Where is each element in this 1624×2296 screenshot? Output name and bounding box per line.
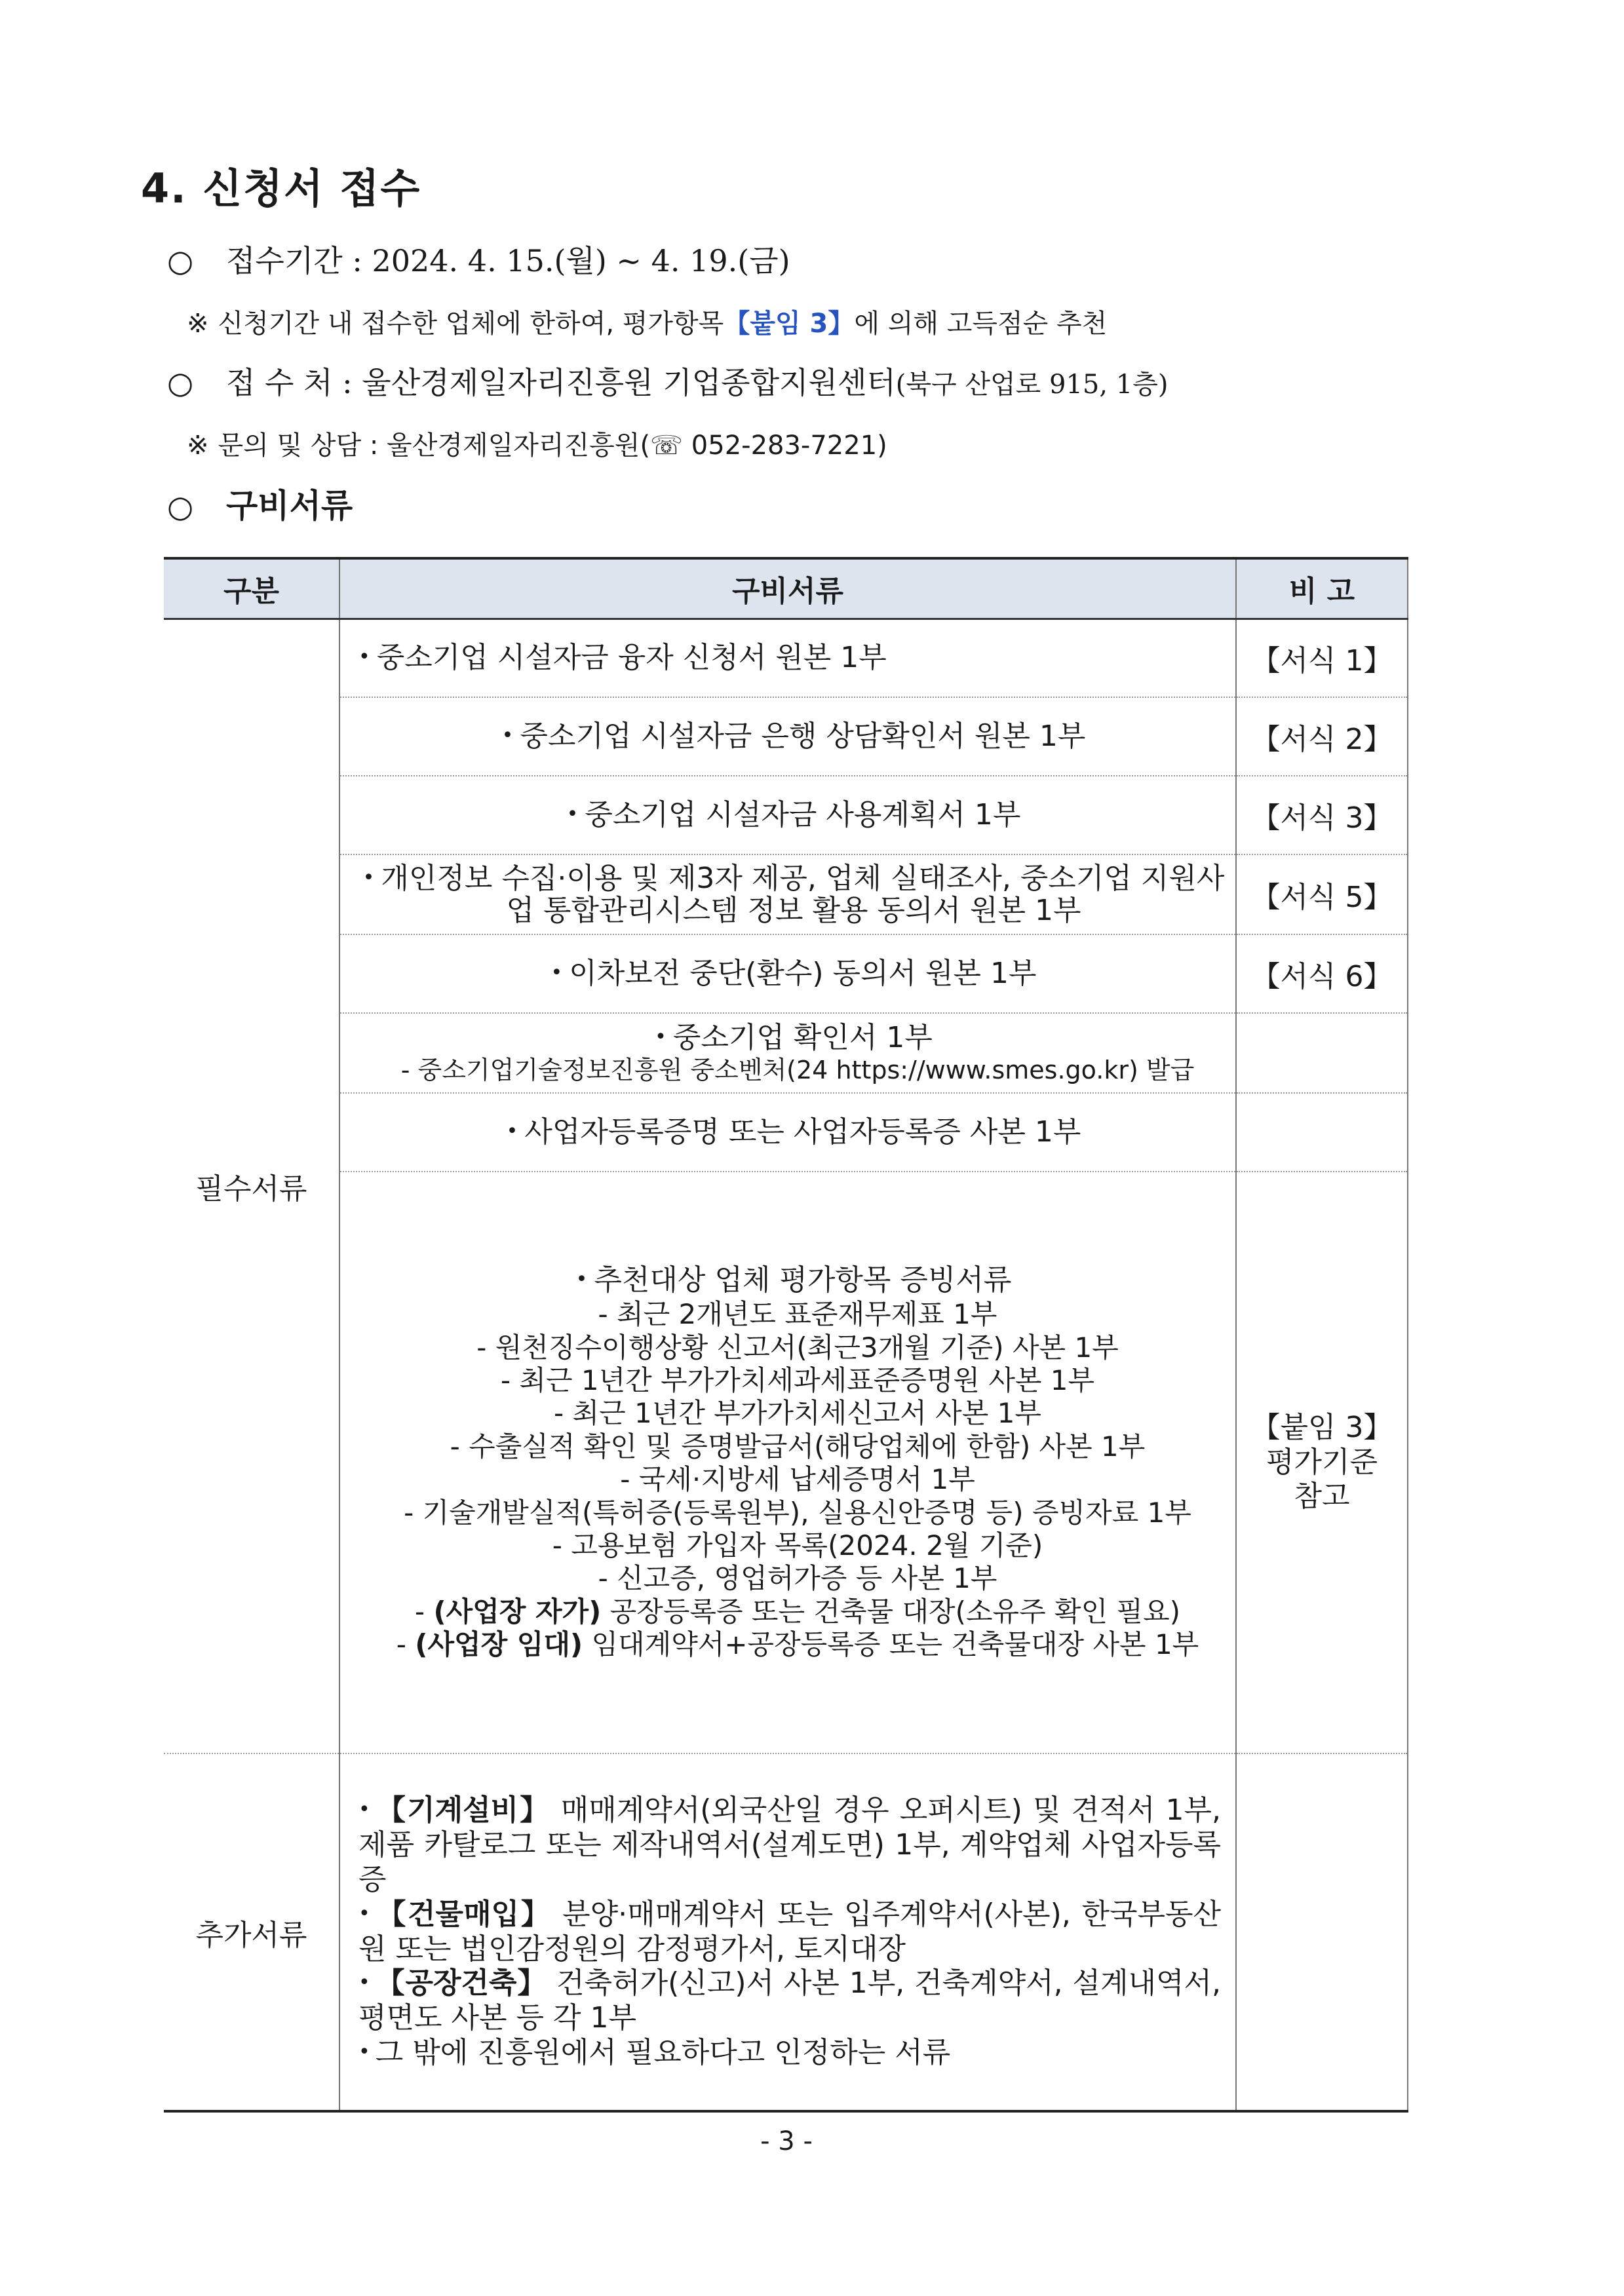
note-cell [1236, 1753, 1408, 2111]
period-line [167, 237, 790, 280]
period-note-pre: 신청기간 내 접수한 업체에 한하여, 평가항목 [218, 309, 724, 339]
reference-mark-icon: ※ [187, 309, 209, 339]
reference-mark-icon: ※ [187, 430, 209, 461]
period-text: 접수기간 : 2024. 4. 15.(월) ~ 4. 19.(금) [226, 243, 790, 278]
note-cell: 【서식 1】 [1236, 619, 1408, 697]
office-text: 접 수 처 : 울산경제일자리진흥원 기업종합지원센터 [226, 365, 896, 400]
period-note-post: 에 의해 고득점순 추천 [854, 309, 1108, 339]
header-documents: 구비서류 [339, 558, 1236, 619]
period-note [187, 303, 1107, 340]
table-row [164, 1013, 1408, 1093]
doc-cell: • 중소기업 시설자금 융자 신청서 원본 1부 [339, 619, 1236, 697]
header-remarks: 비 고 [1236, 558, 1408, 619]
table-row [164, 1093, 1408, 1172]
docs-heading: 구비서류 [226, 487, 353, 525]
office-address: (북구 산업로 915, 1층) [895, 370, 1169, 400]
section-title: 4. 신청서 접수 [141, 164, 421, 212]
doc-cell: • 중소기업 확인서 1부 - 중소기업기술정보진흥원 중소벤처(24 https://www.smes.go.kr) 발급 [339, 1013, 1236, 1093]
table-row [164, 934, 1408, 1013]
header-category: 구분 [164, 558, 339, 619]
table-row [164, 697, 1408, 776]
table-row [164, 854, 1408, 934]
required-documents-table [164, 557, 1408, 2113]
page-number: - 3 - [760, 2126, 813, 2156]
note-cell: 【서식 6】 [1236, 934, 1408, 1013]
doc-cell: • 중소기업 시설자금 은행 상담확인서 원본 1부 [339, 697, 1236, 776]
doc-cell: • 이차보전 중단(환수) 동의서 원본 1부 [339, 934, 1236, 1013]
doc-cell: • 중소기업 시설자금 사용계획서 1부 [339, 776, 1236, 854]
docs-heading-line [167, 480, 353, 527]
doc-cell-evaluation: • 추천대상 업체 평가항목 증빙서류 - 최근 2개년도 표준재무제표 1부 - 원천징수이행상황 신고서(최근3개월 기준) 사본 1부 - 최근 1년간 부가가치세과세표준증명원 사본 1부 - 최근 1년간 부가가치세신고서 사본 1부 - 수출실적 확인 및 증명발급서(해당업체에 한함) 사본 1부 - 국세·지방세 납세증명서 1부 - 기술개발실적(특허증(등록원부), 실용신안증명 등) 증빙자료 1부 - 고용보험 가입자 목록(2024. 2월 기준) - 신고증, 영업허가증 등 사본 1부 - (사업장 자가) 공장등록증 또는 건축물 대장(소유주 확인 필요) - (사업장 임대) 임대계약서+공장등록증 또는 건축물대장 사본 1부 [339, 1172, 1236, 1753]
table-row [164, 1753, 1408, 2111]
group-additional: 추가서류 [164, 1753, 339, 2111]
note-cell: 【서식 5】 [1236, 854, 1408, 934]
note-cell [1236, 1013, 1408, 1093]
table-header-row [164, 558, 1408, 619]
circle-bullet-icon: ○ [167, 489, 194, 524]
contact-note-text: 문의 및 상담 : 울산경제일자리진흥원(☏ 052-283-7221) [218, 430, 887, 461]
circle-bullet-icon: ○ [167, 243, 194, 278]
note-cell: 【서식 2】 [1236, 697, 1408, 776]
table-row [164, 776, 1408, 854]
note-cell-evaluation: 【붙임 3】 평가기준 참고 [1236, 1172, 1408, 1753]
note-cell [1236, 1093, 1408, 1172]
doc-cell: • 개인정보 수집·이용 및 제3자 제공, 업체 실태조사, 중소기업 지원사업 통합관리시스템 정보 활용 동의서 원본 1부 [339, 854, 1236, 934]
circle-bullet-icon: ○ [167, 365, 194, 400]
note-cell: 【서식 3】 [1236, 776, 1408, 854]
office-line [167, 359, 1168, 402]
doc-cell: • 사업자등록증명 또는 사업자등록증 사본 1부 [339, 1093, 1236, 1172]
doc-cell-additional: • 【기계설비】 매매계약서(외국산일 경우 오퍼시트) 및 견적서 1부, 제품 카탈로그 또는 제작내역서(설계도면) 1부, 계약업체 사업자등록증 • 【건물매입】 분양·매매계약서 또는 입주계약서(사본), 한국부동산원 또는 법인감정원의 감정평가서, 토지대장 • 【공장건축】 건축허가(신고)서 사본 1부, 건축계약서, 설계내역서, 평면도 사본 등 각 1부 • 그 밖에 진흥원에서 필요하다고 인정하는 서류 [339, 1753, 1236, 2111]
period-note-highlight: 【붙임 3】 [724, 309, 855, 339]
contact-note [187, 425, 887, 462]
group-required: 필수서류 [164, 619, 339, 1753]
table-row [164, 1172, 1408, 1753]
table-row [164, 619, 1408, 697]
